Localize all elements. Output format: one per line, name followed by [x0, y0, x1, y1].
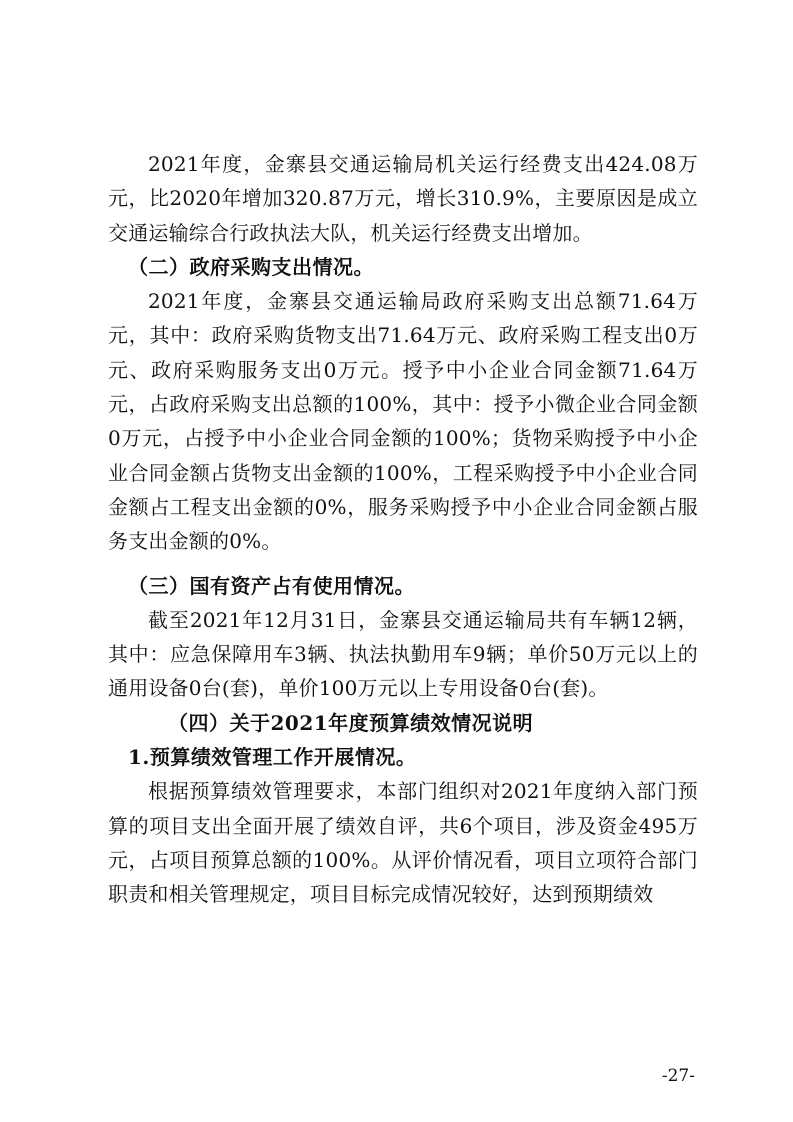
document-body [108, 147, 698, 912]
heading-state-assets: （三）国有资产占有使用情况。 [128, 573, 415, 598]
paragraph-state-assets: 截至2021年12月31日，金寨县交通运输局共有车辆12辆，其中：应急保障用车3辆、执法执勤用车9辆；单价50万元以上的通用设备0台(套)，单价100万元以上专用设备0台(套)。 [108, 607, 698, 701]
paragraph-performance-management: 根据预算绩效管理要求，本部门组织对2021年度纳入部门预算的项目支出全面开展了绩效自评，共6个项目，涉及资金495万元，占项目预算总额的100%。从评价情况看，项目立项符合部门职责和相关管理规定，项目目标完成情况较好，达到预期绩效 [108, 779, 698, 907]
heading-government-procurement: （二）政府采购支出情况。 [128, 254, 374, 279]
paragraph-government-procurement: 2021年度，金寨县交通运输局政府采购支出总额71.64万元，其中：政府采购货物支出71.64万元、政府采购工程支出0万元、政府采购服务支出0万元。授予中小企业合同金额71.64万元，占政府采购支出总额的100%，其中：授予小微企业合同金额0万元，占授予中小企业合同金额的100%；货物采购授予中小企业合同金额占货物支出金额的100%，工程采购授予中小企业合同金额占工程支出金额的0%，服务采购授予中小企业合同金额占服务支出金额的0%。 [108, 289, 698, 554]
page-number: -27- [661, 1066, 695, 1086]
paragraph-operating-expenses: 2021年度，金寨县交通运输局机关运行经费支出424.08万元，比2020年增加320.87万元，增长310.9%，主要原因是成立交通运输综合行政执法大队，机关运行经费支出增加。 [108, 152, 698, 245]
heading-budget-performance: （四）关于2021年度预算绩效情况说明 [168, 710, 534, 735]
heading-performance-management: 1.预算绩效管理工作开展情况。 [128, 745, 417, 770]
